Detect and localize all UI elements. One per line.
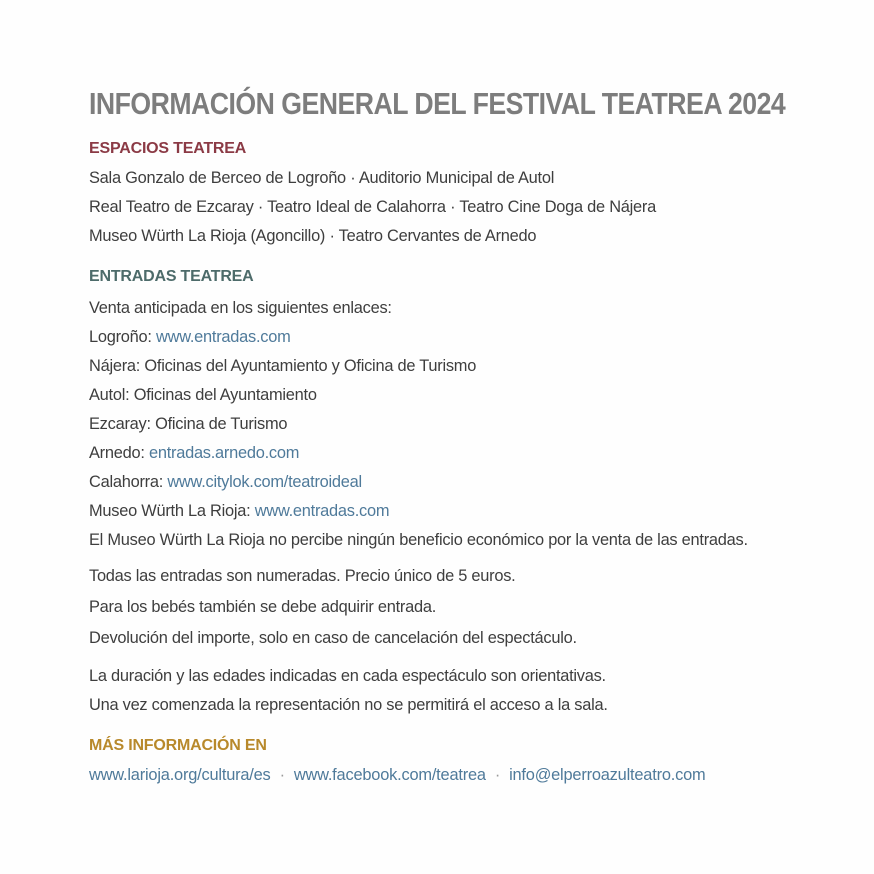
- entradas-intro: Venta anticipada en los siguientes enlaces:: [89, 299, 392, 317]
- facebook-link[interactable]: www.facebook.com/teatrea: [293, 766, 486, 784]
- note-line: Para los bebés también se debe adquirir entrada.: [89, 598, 437, 616]
- entradas-heading: ENTRADAS TEATREA: [89, 268, 254, 285]
- entradas-item-label: Arnedo:: [89, 444, 149, 462]
- entradas-link-arnedo[interactable]: entradas.arnedo.com: [148, 444, 300, 462]
- espacios-line: Sala Gonzalo de Berceo de Logroño · Auditorio Municipal de Autol: [89, 169, 555, 187]
- entradas-item-label: Ezcaray:: [89, 415, 156, 433]
- espacios-line: Real Teatro de Ezcaray · Teatro Ideal de Calahorra · Teatro Cine Doga de Nájera: [89, 198, 656, 216]
- entradas-item-value: Oficinas del Ayuntamiento y Oficina de Turismo: [144, 357, 477, 375]
- entradas-link-logrono[interactable]: www.entradas.com: [156, 328, 291, 346]
- email-link[interactable]: info@elperroazulteatro.com: [509, 766, 706, 784]
- entradas-item-label: Calahorra:: [89, 473, 168, 491]
- separator: ·: [494, 766, 501, 784]
- entradas-item-label: Nájera:: [89, 357, 145, 375]
- entradas-item-logrono: [89, 323, 859, 352]
- larioja-link[interactable]: www.larioja.org/cultura/es: [89, 766, 271, 784]
- entradas-item-value: Oficina de Turismo: [155, 415, 288, 433]
- entradas-item-calahorra: [89, 468, 859, 497]
- mas-info-heading: MÁS INFORMACIÓN EN: [89, 737, 267, 754]
- entradas-list: [89, 294, 859, 555]
- entradas-item-autol: [89, 381, 859, 410]
- entradas-notes: [89, 561, 859, 654]
- entradas-item-label: Autol:: [89, 386, 134, 404]
- entradas-item-label: Logroño:: [89, 328, 157, 346]
- entradas-item-label: Museo Würth La Rioja:: [89, 502, 255, 520]
- separator: ·: [279, 766, 285, 784]
- duration-notes: [89, 662, 859, 720]
- entradas-link-calahorra[interactable]: www.citylok.com/teatroideal: [167, 473, 362, 491]
- espacios-line: Museo Würth La Rioja (Agoncillo) · Teatro Cervantes de Arnedo: [89, 227, 537, 245]
- page-title: INFORMACIÓN GENERAL DEL FESTIVAL TEATREA 2024: [89, 86, 786, 121]
- entradas-item-ezcaray: [89, 410, 859, 439]
- note-line: Todas las entradas son numeradas. Precio único de 5 euros.: [89, 567, 516, 585]
- entradas-item-museo: [89, 497, 859, 526]
- mas-info-links: [89, 761, 859, 789]
- entradas-item-arnedo: [89, 439, 859, 468]
- entradas-disclaimer: El Museo Würth La Rioja no percibe ningún beneficio económico por la venta de las entradas.: [89, 531, 748, 549]
- entradas-item-value: Oficinas del Ayuntamiento: [133, 386, 317, 404]
- espacios-heading: ESPACIOS TEATREA: [89, 140, 247, 157]
- festival-info-page: [89, 84, 859, 789]
- espacios-list: [89, 164, 859, 251]
- note-line: Devolución del importe, solo en caso de cancelación del espectáculo.: [89, 629, 577, 647]
- entradas-item-najera: [89, 352, 859, 381]
- note-line: La duración y las edades indicadas en cada espectáculo son orientativas.: [89, 667, 606, 685]
- note-line: Una vez comenzada la representación no se permitirá el acceso a la sala.: [89, 696, 608, 714]
- entradas-link-museo[interactable]: www.entradas.com: [254, 502, 390, 520]
